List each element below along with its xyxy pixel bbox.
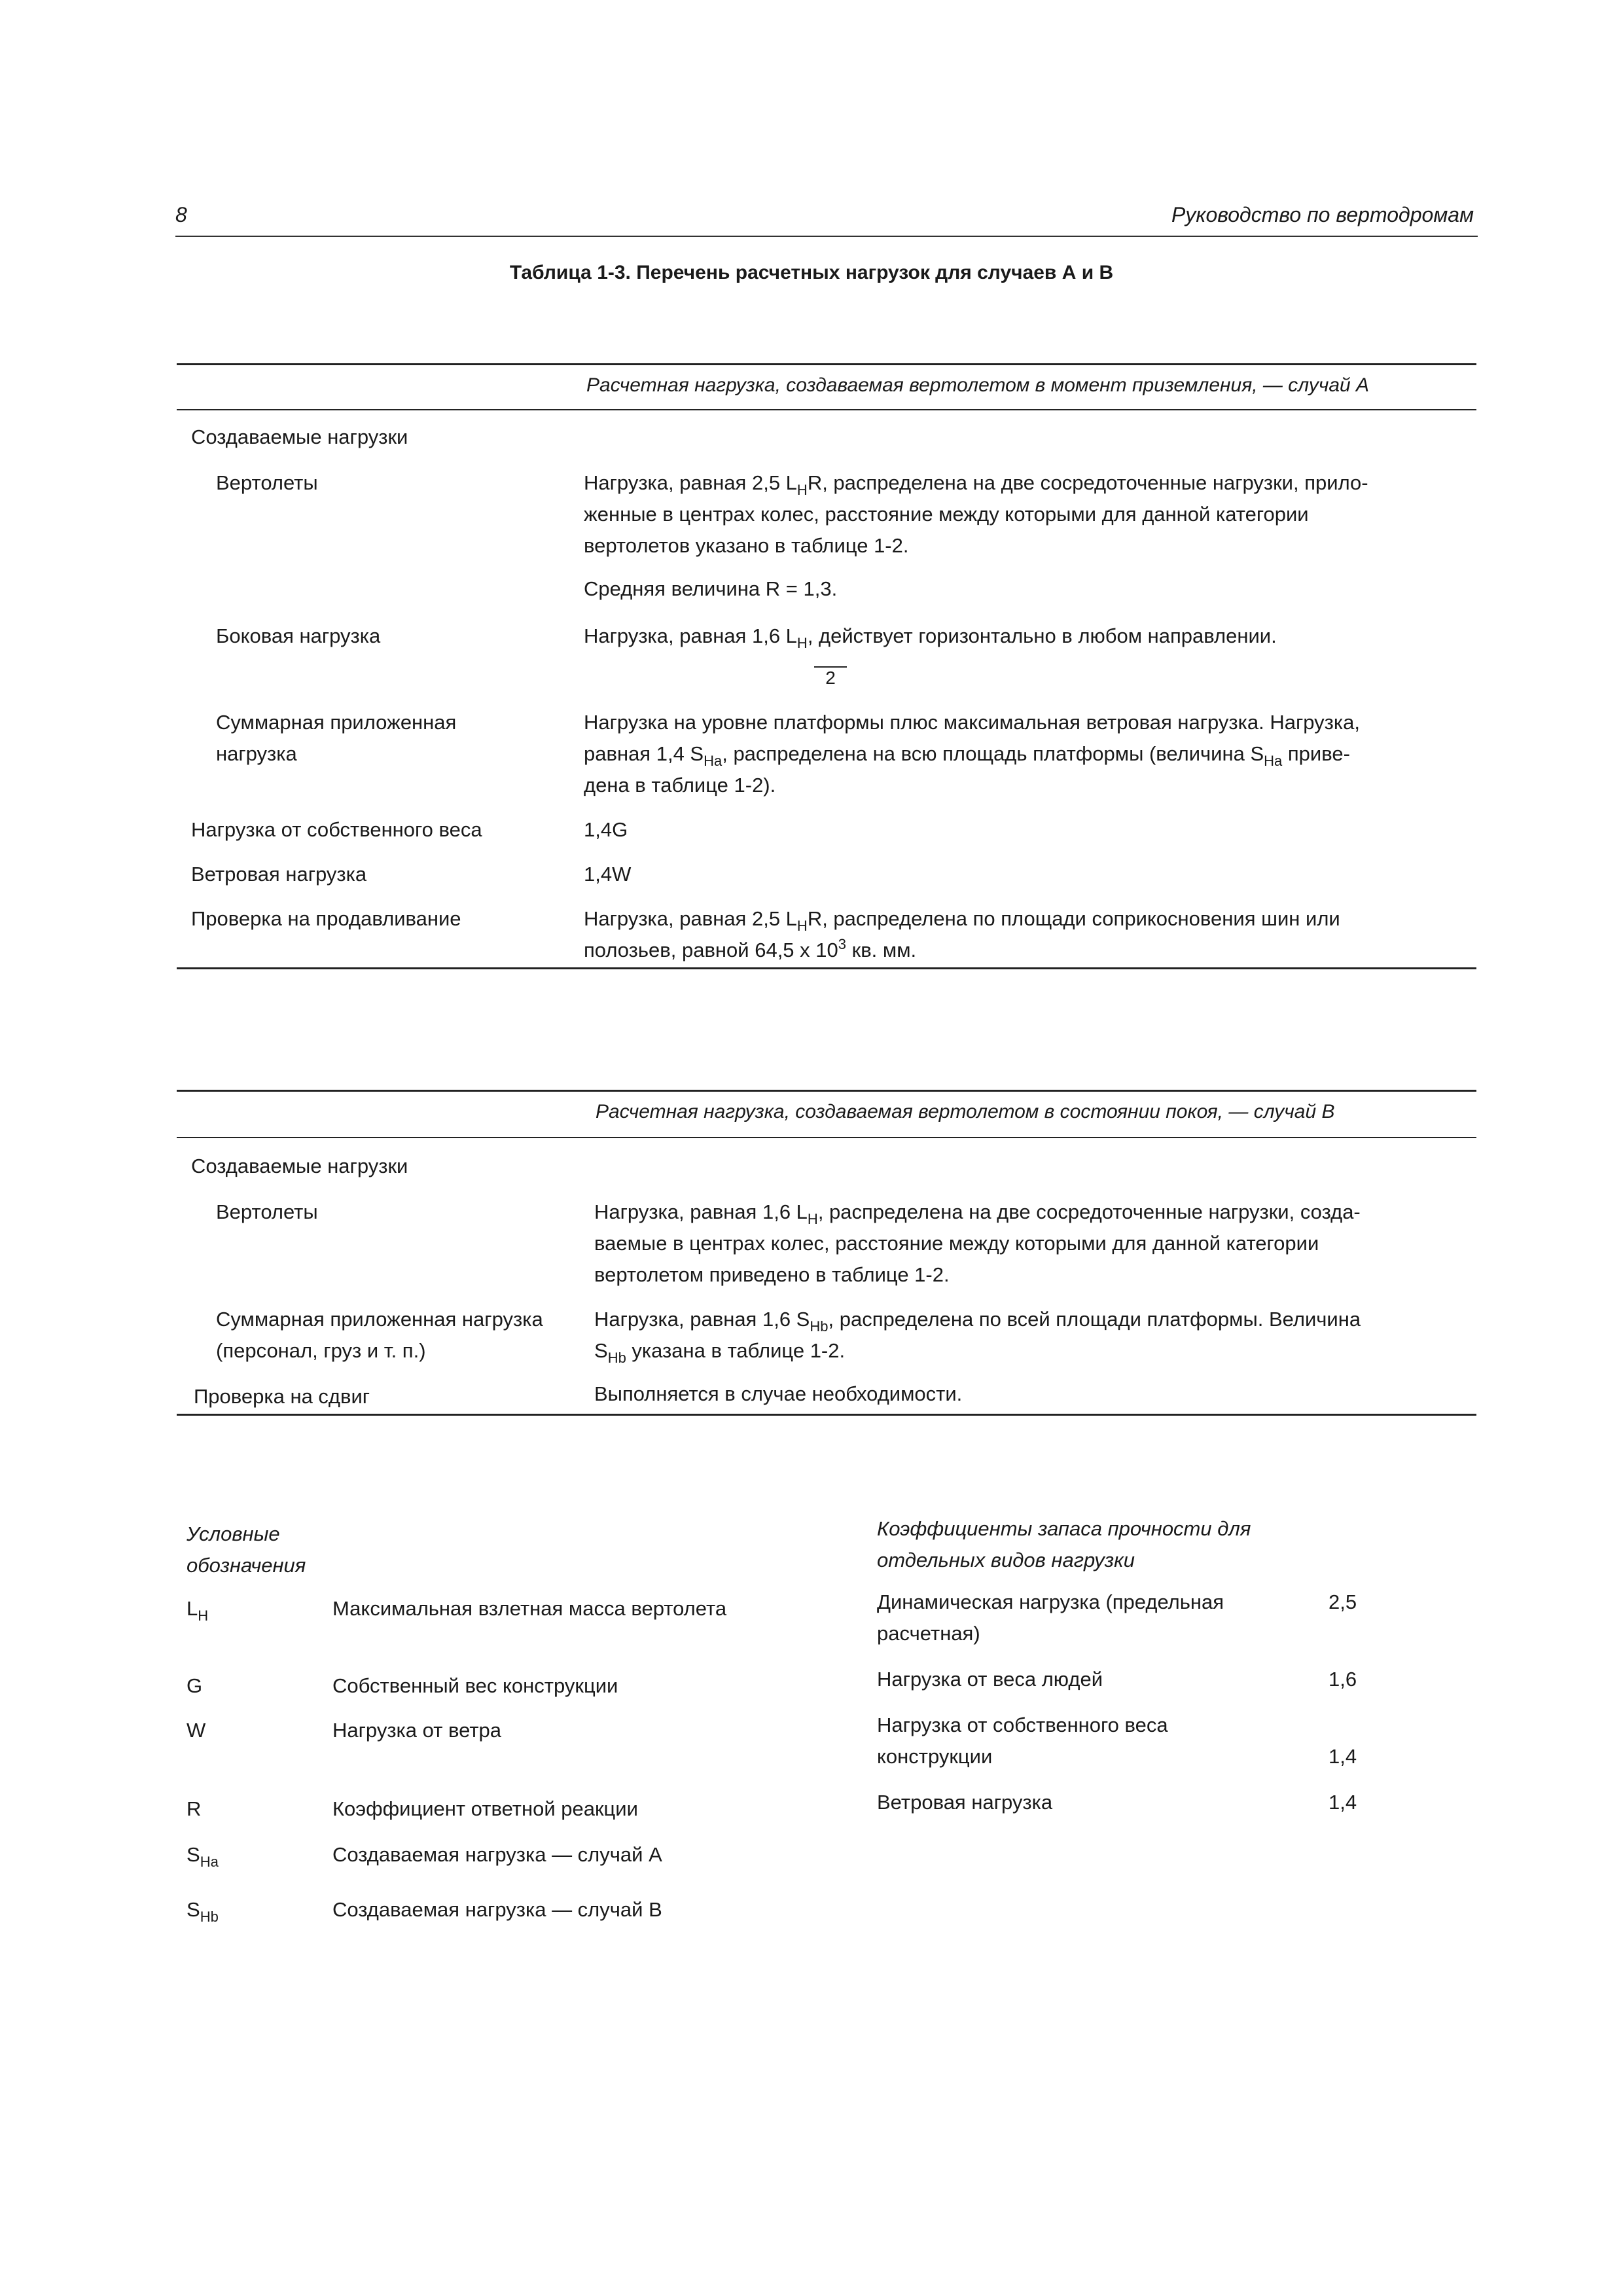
case-a-bottom-rule	[177, 967, 1476, 969]
safety-factor-value: 1,4	[1329, 1791, 1357, 1814]
case-a-top-rule	[177, 363, 1476, 365]
case-a-heading: Расчетная нагрузка, создаваемая вертолетом в момент приземления, — случай А	[586, 374, 1370, 396]
legend-heading: Условные обозначения	[187, 1522, 306, 1577]
case-a-row-desc: Нагрузка, равная 2,5 $L_HR$, распределена по площади соприкосновения шин или полозьев, равной 64,5 х $10^3$ кв. мм.	[584, 907, 1340, 961]
case-a-row-desc: Нагрузка, равная 1,6 $L_H$, действует горизонтально в любом направлении.	[584, 624, 1277, 651]
safety-factor-name: Ветровая нагрузка	[877, 1791, 1053, 1814]
legend-desc: Собственный вес конструкции	[332, 1674, 618, 1697]
case-a-row-label: Суммарная приложенная нагрузка	[216, 711, 457, 765]
case-b-row-label: Вертолеты	[216, 1200, 318, 1223]
case-b-header-rule	[177, 1137, 1476, 1138]
page-number: 8	[175, 203, 187, 226]
case-a-row-label: Создаваемые нагрузки	[191, 425, 408, 448]
case-a-row-desc: Нагрузка, равная 2,5 $L_HR$, распределена на две сосредоточенные нагрузки, прило- женные в центрах колес, расстояние между которыми для данной категории вертолетов указано в таблице 1-2.	[584, 471, 1368, 557]
legend-symbol: $S_{Hb}$	[187, 1898, 219, 1925]
case-a-row-label: Вертолеты	[216, 471, 318, 494]
case-b-bottom-rule	[177, 1414, 1476, 1416]
legend-desc: Создаваемая нагрузка — случай В	[332, 1898, 662, 1921]
case-b-row-desc: Выполняется в случае необходимости.	[594, 1382, 963, 1405]
legend-symbol: $L_H$	[187, 1597, 209, 1624]
legend-symbol: $S_{Ha}$	[187, 1843, 219, 1870]
case-a-row-desc: 1,4W	[584, 863, 632, 886]
legend-symbol: R	[187, 1797, 202, 1820]
legend-desc: Создаваемая нагрузка — случай А	[332, 1843, 662, 1866]
case-b-row-desc: Нагрузка, равная 1,6 $L_H$, распределена на две сосредоточенные нагрузки, созда- ваемые в центрах колес, расстояние между которыми для данной категории вертолетом приведено в таблице 1-2.	[594, 1200, 1361, 1286]
case-a-row-label: Боковая нагрузка	[216, 624, 381, 647]
case-b-row-label: Проверка на сдвиг	[194, 1385, 370, 1408]
case-a-row-desc: Средняя величина R = 1,3.	[584, 577, 838, 600]
case-b-top-rule	[177, 1090, 1476, 1092]
case-b-row-label: Суммарная приложенная нагрузка (персонал, груз и т. п.)	[216, 1308, 543, 1362]
safety-factor-name: Динамическая нагрузка (предельная расчетная)	[877, 1590, 1224, 1645]
safety-factor-value: 2,5	[1329, 1590, 1357, 1613]
case-a-row-desc: Нагрузка на уровне платформы плюс максимальная ветровая нагрузка. Нагрузка, равная 1,4 $S_{Ha}$, распределена на всю площадь платформы (величина $S_{Ha}$ приве- дена в таблице 1-2).	[584, 711, 1360, 797]
case-b-heading: Расчетная нагрузка, создаваемая вертолетом в состоянии покоя, — случай В	[596, 1101, 1335, 1122]
fraction-denominator: 2	[814, 665, 847, 689]
safety-factor-name: Нагрузка от собственного веса конструкции	[877, 1713, 1168, 1768]
case-a-header-rule	[177, 409, 1476, 410]
safety-factor-value: 1,6	[1329, 1668, 1357, 1691]
legend-desc: Максимальная взлетная масса вертолета	[332, 1597, 727, 1620]
case-b-row-label: Создаваемые нагрузки	[191, 1155, 408, 1177]
case-a-row-label: Нагрузка от собственного веса	[191, 818, 482, 841]
case-b-row-desc: Нагрузка, равная 1,6 $S_{Hb}$, распределена по всей площади платформы. Величина $S_{Hb}$ указана в таблице 1-2.	[594, 1308, 1361, 1366]
legend-desc: Нагрузка от ветра	[332, 1719, 502, 1742]
case-a-row-label: Проверка на продавливание	[191, 907, 461, 930]
running-title: Руководство по вертодромам	[1171, 203, 1474, 226]
case-a-row-label: Ветровая нагрузка	[191, 863, 367, 886]
safety-factors-heading: Коэффициенты запаса прочности для отдельных видов нагрузки	[877, 1517, 1251, 1571]
case-a-row-desc: 1,4G	[584, 818, 628, 841]
legend-desc: Коэффициент ответной реакции	[332, 1797, 638, 1820]
legend-symbol: G	[187, 1674, 203, 1697]
safety-factor-value: 1,4	[1329, 1745, 1357, 1768]
safety-factor-name: Нагрузка от веса людей	[877, 1668, 1103, 1691]
table-title: Таблица 1-3. Перечень расчетных нагрузок для случаев А и В	[509, 262, 1114, 283]
header-rule	[175, 236, 1478, 237]
legend-symbol: W	[187, 1719, 206, 1742]
